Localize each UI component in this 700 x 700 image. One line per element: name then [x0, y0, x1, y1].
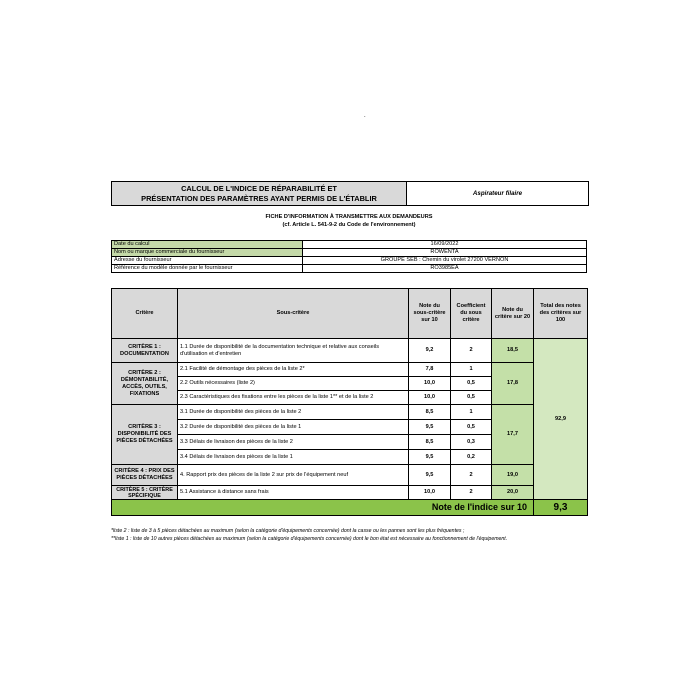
info-row	[112, 257, 587, 265]
sub-criterion-coef: 2	[451, 339, 492, 363]
product-type: Aspirateur filaire	[472, 190, 523, 197]
title-line-2: PRÉSENTATION DES PARAMÈTRES AYANT PERMIS DE L'ÉTABLIR	[141, 193, 377, 203]
sub-criterion-coef: 0,3	[451, 435, 492, 450]
sub-criterion-label: 5.1 Assistance à distance sans frais	[178, 486, 409, 500]
sub-criterion-coef: 1	[451, 405, 492, 420]
col-critere: Critère	[112, 289, 178, 339]
col-note20: Note du critère sur 20	[492, 289, 534, 339]
sub-criterion-label: 4. Rapport prix des pièces de la liste 2 sur prix de l'équipement neuf	[178, 465, 409, 486]
sub-criterion-label: 3.3 Délais de livraison des pièces de la liste 2	[178, 435, 409, 450]
header-box	[111, 181, 589, 206]
table-row	[112, 405, 588, 420]
sub-criterion-note: 9,5	[409, 420, 451, 435]
table-row	[112, 363, 588, 377]
info-row	[112, 241, 587, 249]
footnotes	[111, 528, 587, 543]
info-label: Référence du modèle donnée par le fournisseur	[112, 265, 303, 273]
sub-criterion-label: 3.1 Durée de disponibilité des pièces de la liste 2	[178, 405, 409, 420]
sub-criterion-note: 10,0	[409, 377, 451, 391]
title-line-1: CALCUL DE L'INDICE DE RÉPARABILITÉ ET	[181, 183, 337, 193]
final-score-value: 9,3	[534, 500, 588, 516]
sub-criterion-label: 1.1 Durée de disponibilité de la documentation technique et relative aux conseils d'utilisation et d'entretien	[178, 339, 409, 363]
fiche-subtitle	[111, 213, 587, 229]
info-label: Adresse du fournisseur	[112, 257, 303, 265]
sub-criterion-note: 9,2	[409, 339, 451, 363]
criterion-name: CRITÈRE 2 : DÉMONTABILITÉ, ACCÈS, OUTILS, FIXATIONS	[112, 363, 178, 405]
sub-criterion-coef: 2	[451, 465, 492, 486]
table-row	[112, 465, 588, 486]
stray-dot: .	[364, 113, 366, 119]
criterion-score: 18,5	[492, 339, 534, 363]
info-row	[112, 249, 587, 257]
sub-criterion-coef: 0,2	[451, 450, 492, 465]
col-total100: Total des notes des critères sur 100	[534, 289, 588, 339]
col-sous-critere: Sous-critère	[178, 289, 409, 339]
repairability-table	[111, 288, 588, 516]
info-label: Nom ou marque commerciale du fournisseur	[112, 249, 303, 257]
sub-criterion-note: 10,0	[409, 486, 451, 500]
criterion-score: 17,8	[492, 363, 534, 405]
sub-criterion-coef: 2	[451, 486, 492, 500]
criterion-score: 20,0	[492, 486, 534, 500]
sub-criterion-coef: 1	[451, 363, 492, 377]
footnote-list-2: *liste 2 : liste de 3 à 5 pièces détachées au maximum (selon la catégorie d'équipements concernée) dont la casse ou les pannes sont les plus fréquentes ;	[111, 528, 465, 534]
sub-criterion-note: 8,5	[409, 405, 451, 420]
criterion-score: 17,7	[492, 405, 534, 465]
fiche-line-1: FICHE D'INFORMATION À TRANSMETTRE AUX DEMANDEURS	[265, 214, 433, 220]
sub-criterion-coef: 0,5	[451, 377, 492, 391]
table-row	[112, 486, 588, 500]
col-note10: Note du sous-critère sur 10	[409, 289, 451, 339]
sub-criterion-label: 3.4 Délais de livraison des pièces de la liste 1	[178, 450, 409, 465]
info-label: Date du calcul	[112, 241, 303, 249]
sub-criterion-note: 9,5	[409, 465, 451, 486]
table-row	[112, 339, 588, 363]
sub-criterion-note: 7,8	[409, 363, 451, 377]
info-value: RO3985EA	[303, 265, 587, 273]
sub-criterion-coef: 0,5	[451, 391, 492, 405]
sub-criterion-note: 10,0	[409, 391, 451, 405]
fiche-line-2: (cf. Article L. 541-9-2 du Code de l'environnement)	[282, 222, 416, 228]
criterion-name: CRITÈRE 1 : DOCUMENTATION	[112, 339, 178, 363]
criterion-score: 19,0	[492, 465, 534, 486]
sub-criterion-label: 3.2 Durée de disponibilité des pièces de la liste 1	[178, 420, 409, 435]
sub-criterion-label: 2.2 Outils nécessaires (liste 2)	[178, 377, 409, 391]
sub-criterion-note: 8,5	[409, 435, 451, 450]
criterion-name: CRITÈRE 5 : CRITÈRE SPÉCIFIQUE	[112, 486, 178, 500]
supplier-info-table	[111, 240, 587, 273]
sub-criterion-coef: 0,5	[451, 420, 492, 435]
info-row	[112, 265, 587, 273]
criterion-name: CRITÈRE 3 : DISPONIBILITÉ DES PIÈCES DÉTACHÉES	[112, 405, 178, 465]
info-value: 16/09/2022	[303, 241, 587, 249]
page-title	[112, 182, 407, 205]
sub-criterion-label: 2.1 Facilité de démontage des pièces de la liste 2*	[178, 363, 409, 377]
sub-criterion-label: 2.3 Caractéristiques des fixations entre les pièces de la liste 1** et de la liste 2	[178, 391, 409, 405]
final-score-label: Note de l'indice sur 10	[112, 500, 534, 516]
footnote-list-1: **liste 1 : liste de 10 autres pièces détachées au maximum (selon la catégorie d'équipements concernée) dont le bon état est nécessaire au fonctionnement de l'équipement.	[111, 535, 508, 542]
info-value: GROUPE SEB : Chemin du virolet 27200 VERNON	[303, 257, 587, 265]
final-score-row	[112, 500, 588, 516]
info-value: ROWENTA	[303, 249, 587, 257]
col-coef: Coefficient du sous critère	[451, 289, 492, 339]
table-header-row	[112, 289, 588, 339]
sub-criterion-note: 9,5	[409, 450, 451, 465]
criterion-name: CRITÈRE 4 : PRIX DES PIÈCES DÉTACHÉES	[112, 465, 178, 486]
total-score: 92,9	[534, 339, 588, 500]
